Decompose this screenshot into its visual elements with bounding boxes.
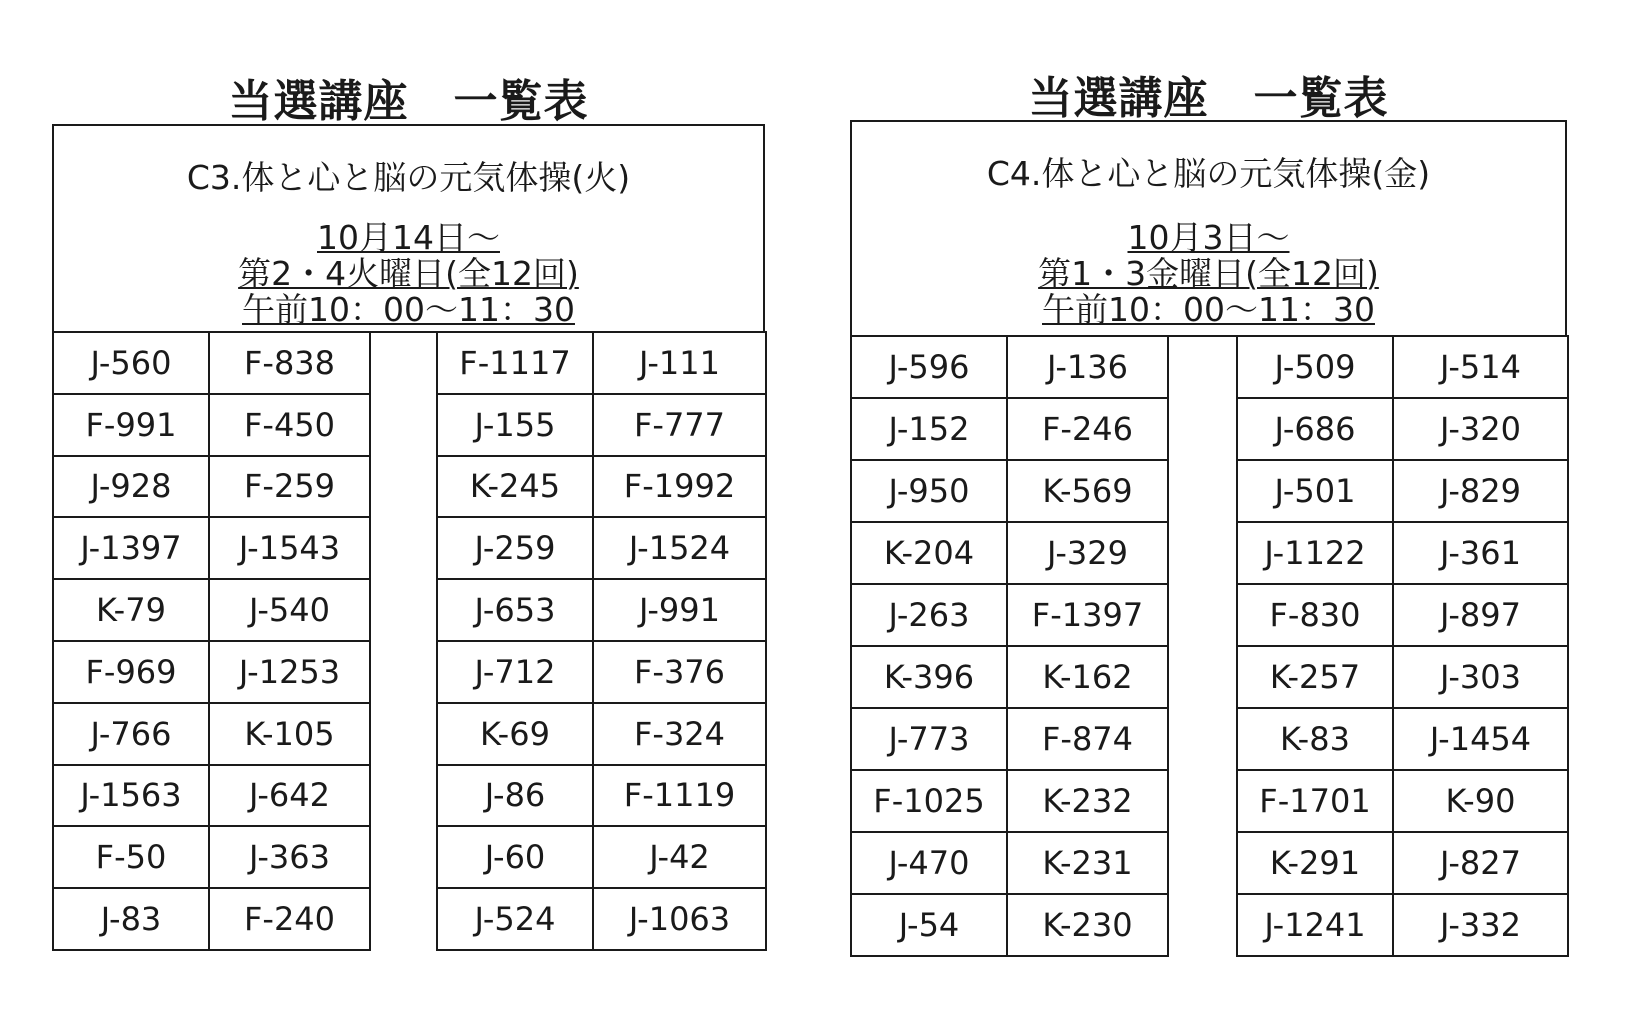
ticket-number-cell: J-827: [1393, 832, 1568, 894]
ticket-number-cell: K-83: [1237, 708, 1393, 770]
ticket-number-cell: J-509: [1237, 336, 1393, 398]
table-row: [53, 888, 766, 950]
ticket-number-cell: F-259: [209, 456, 370, 518]
table-row: [53, 579, 766, 641]
table-row: [53, 394, 766, 456]
ticket-number-cell: F-1397: [1007, 584, 1168, 646]
weekday-schedule: 第1・3金曜日(全12回): [1038, 254, 1379, 293]
ticket-number-cell: K-245: [437, 456, 593, 518]
ticket-number-cell: J-686: [1237, 398, 1393, 460]
ticket-number-cell: F-450: [209, 394, 370, 456]
ticket-number-cell: K-162: [1007, 646, 1168, 708]
ticket-number-cell: J-1253: [209, 641, 370, 703]
ticket-number-cell: K-257: [1237, 646, 1393, 708]
start-date: 10月14日～: [317, 218, 500, 257]
table-row: [53, 826, 766, 888]
ticket-number-cell: J-712: [437, 641, 593, 703]
time-slot: 午前10：00～11：30: [242, 290, 575, 329]
table-gap-cell: [1168, 460, 1237, 522]
table-gap-cell: [1168, 770, 1237, 832]
ticket-number-cell: F-777: [593, 394, 766, 456]
left-panel: [52, 60, 765, 960]
table-row: [851, 894, 1568, 956]
ticket-number-cell: J-773: [851, 708, 1007, 770]
ticket-number-cell: K-232: [1007, 770, 1168, 832]
ticket-number-cell: F-830: [1237, 584, 1393, 646]
ticket-number-cell: J-1563: [53, 765, 209, 827]
panel-title: 当選講座 一覧表: [1028, 73, 1389, 124]
table-gap-cell: [1168, 398, 1237, 460]
ticket-number-cell: J-991: [593, 579, 766, 641]
ticket-number-cell: J-1543: [209, 517, 370, 579]
table-row: [851, 398, 1568, 460]
table-row: [851, 832, 1568, 894]
table-row: [851, 460, 1568, 522]
ticket-number-cell: J-540: [209, 579, 370, 641]
ticket-number-cell: K-291: [1237, 832, 1393, 894]
ticket-number-cell: K-204: [851, 522, 1007, 584]
ticket-number-cell: J-501: [1237, 460, 1393, 522]
table-gap-cell: [370, 765, 437, 827]
table-row: [53, 703, 766, 765]
course-name: C4.体と心と脳の元気体操(金): [986, 154, 1431, 193]
table-gap-cell: [370, 332, 437, 394]
ticket-number-cell: J-54: [851, 894, 1007, 956]
table-row: [851, 584, 1568, 646]
course-name: C3.体と心と脳の元気体操(火): [186, 158, 631, 197]
ticket-number-cell: K-69: [437, 703, 593, 765]
ticket-number-cell: F-838: [209, 332, 370, 394]
ticket-number-cell: K-396: [851, 646, 1007, 708]
table-gap-cell: [370, 517, 437, 579]
ticket-number-cell: J-60: [437, 826, 593, 888]
ticket-number-cell: J-1524: [593, 517, 766, 579]
ticket-number-cell: J-136: [1007, 336, 1168, 398]
ticket-number-cell: J-303: [1393, 646, 1568, 708]
ticket-number-cell: J-596: [851, 336, 1007, 398]
time-slot: 午前10：00～11：30: [1042, 290, 1375, 329]
table-gap-cell: [1168, 522, 1237, 584]
table-gap-cell: [370, 456, 437, 518]
right-panel: [850, 60, 1567, 965]
ticket-number-cell: J-329: [1007, 522, 1168, 584]
ticket-number-cell: J-320: [1393, 398, 1568, 460]
ticket-number-cell: F-324: [593, 703, 766, 765]
ticket-number-cell: J-897: [1393, 584, 1568, 646]
ticket-number-cell: J-1063: [593, 888, 766, 950]
ticket-number-cell: J-1454: [1393, 708, 1568, 770]
ticket-number-cell: F-50: [53, 826, 209, 888]
table-gap-cell: [370, 888, 437, 950]
table-gap-cell: [370, 703, 437, 765]
table-gap-cell: [1168, 584, 1237, 646]
course-schedule: [852, 220, 1565, 328]
table-row: [851, 522, 1568, 584]
ticket-number-cell: J-653: [437, 579, 593, 641]
ticket-number-cell: J-524: [437, 888, 593, 950]
start-date: 10月3日～: [1127, 218, 1290, 257]
table-row: [53, 641, 766, 703]
table-row: [53, 765, 766, 827]
ticket-number-cell: J-928: [53, 456, 209, 518]
ticket-number-cell: K-569: [1007, 460, 1168, 522]
winner-table: [850, 335, 1569, 957]
panel-title: 当選講座 一覧表: [228, 76, 589, 127]
ticket-number-cell: J-86: [437, 765, 593, 827]
ticket-number-cell: J-560: [53, 332, 209, 394]
table-gap-cell: [1168, 894, 1237, 956]
ticket-number-cell: F-1025: [851, 770, 1007, 832]
course-header: [850, 120, 1567, 337]
table-gap-cell: [370, 641, 437, 703]
table-gap-cell: [1168, 708, 1237, 770]
ticket-number-cell: J-259: [437, 517, 593, 579]
table-row: [851, 646, 1568, 708]
table-gap-cell: [1168, 646, 1237, 708]
ticket-number-cell: F-991: [53, 394, 209, 456]
table-row: [851, 770, 1568, 832]
ticket-number-cell: J-361: [1393, 522, 1568, 584]
ticket-number-cell: J-83: [53, 888, 209, 950]
ticket-number-cell: F-240: [209, 888, 370, 950]
table-gap-cell: [1168, 336, 1237, 398]
ticket-number-cell: J-766: [53, 703, 209, 765]
ticket-number-cell: J-332: [1393, 894, 1568, 956]
table-row: [53, 517, 766, 579]
ticket-number-cell: F-874: [1007, 708, 1168, 770]
table-gap-cell: [370, 826, 437, 888]
ticket-number-cell: J-1122: [1237, 522, 1393, 584]
ticket-number-cell: K-79: [53, 579, 209, 641]
course-header: [52, 124, 765, 333]
ticket-number-cell: J-829: [1393, 460, 1568, 522]
table-row: [53, 332, 766, 394]
table-row: [851, 708, 1568, 770]
ticket-number-cell: K-105: [209, 703, 370, 765]
ticket-number-cell: J-42: [593, 826, 766, 888]
ticket-number-cell: F-246: [1007, 398, 1168, 460]
ticket-number-cell: J-111: [593, 332, 766, 394]
table-row: [851, 336, 1568, 398]
ticket-number-cell: F-1117: [437, 332, 593, 394]
ticket-number-cell: J-950: [851, 460, 1007, 522]
ticket-number-cell: J-1241: [1237, 894, 1393, 956]
ticket-number-cell: K-90: [1393, 770, 1568, 832]
ticket-number-cell: F-1992: [593, 456, 766, 518]
winner-table: [52, 331, 767, 951]
ticket-number-cell: F-376: [593, 641, 766, 703]
ticket-number-cell: K-230: [1007, 894, 1168, 956]
ticket-number-cell: J-152: [851, 398, 1007, 460]
ticket-number-cell: F-1701: [1237, 770, 1393, 832]
table-gap-cell: [370, 579, 437, 641]
ticket-number-cell: J-1397: [53, 517, 209, 579]
ticket-number-cell: J-363: [209, 826, 370, 888]
ticket-number-cell: F-1119: [593, 765, 766, 827]
weekday-schedule: 第2・4火曜日(全12回): [238, 254, 579, 293]
ticket-number-cell: F-969: [53, 641, 209, 703]
table-gap-cell: [370, 394, 437, 456]
course-schedule: [54, 220, 763, 328]
ticket-number-cell: J-263: [851, 584, 1007, 646]
ticket-number-cell: K-231: [1007, 832, 1168, 894]
table-gap-cell: [1168, 832, 1237, 894]
ticket-number-cell: J-470: [851, 832, 1007, 894]
ticket-number-cell: J-155: [437, 394, 593, 456]
ticket-number-cell: J-642: [209, 765, 370, 827]
table-row: [53, 456, 766, 518]
ticket-number-cell: J-514: [1393, 336, 1568, 398]
